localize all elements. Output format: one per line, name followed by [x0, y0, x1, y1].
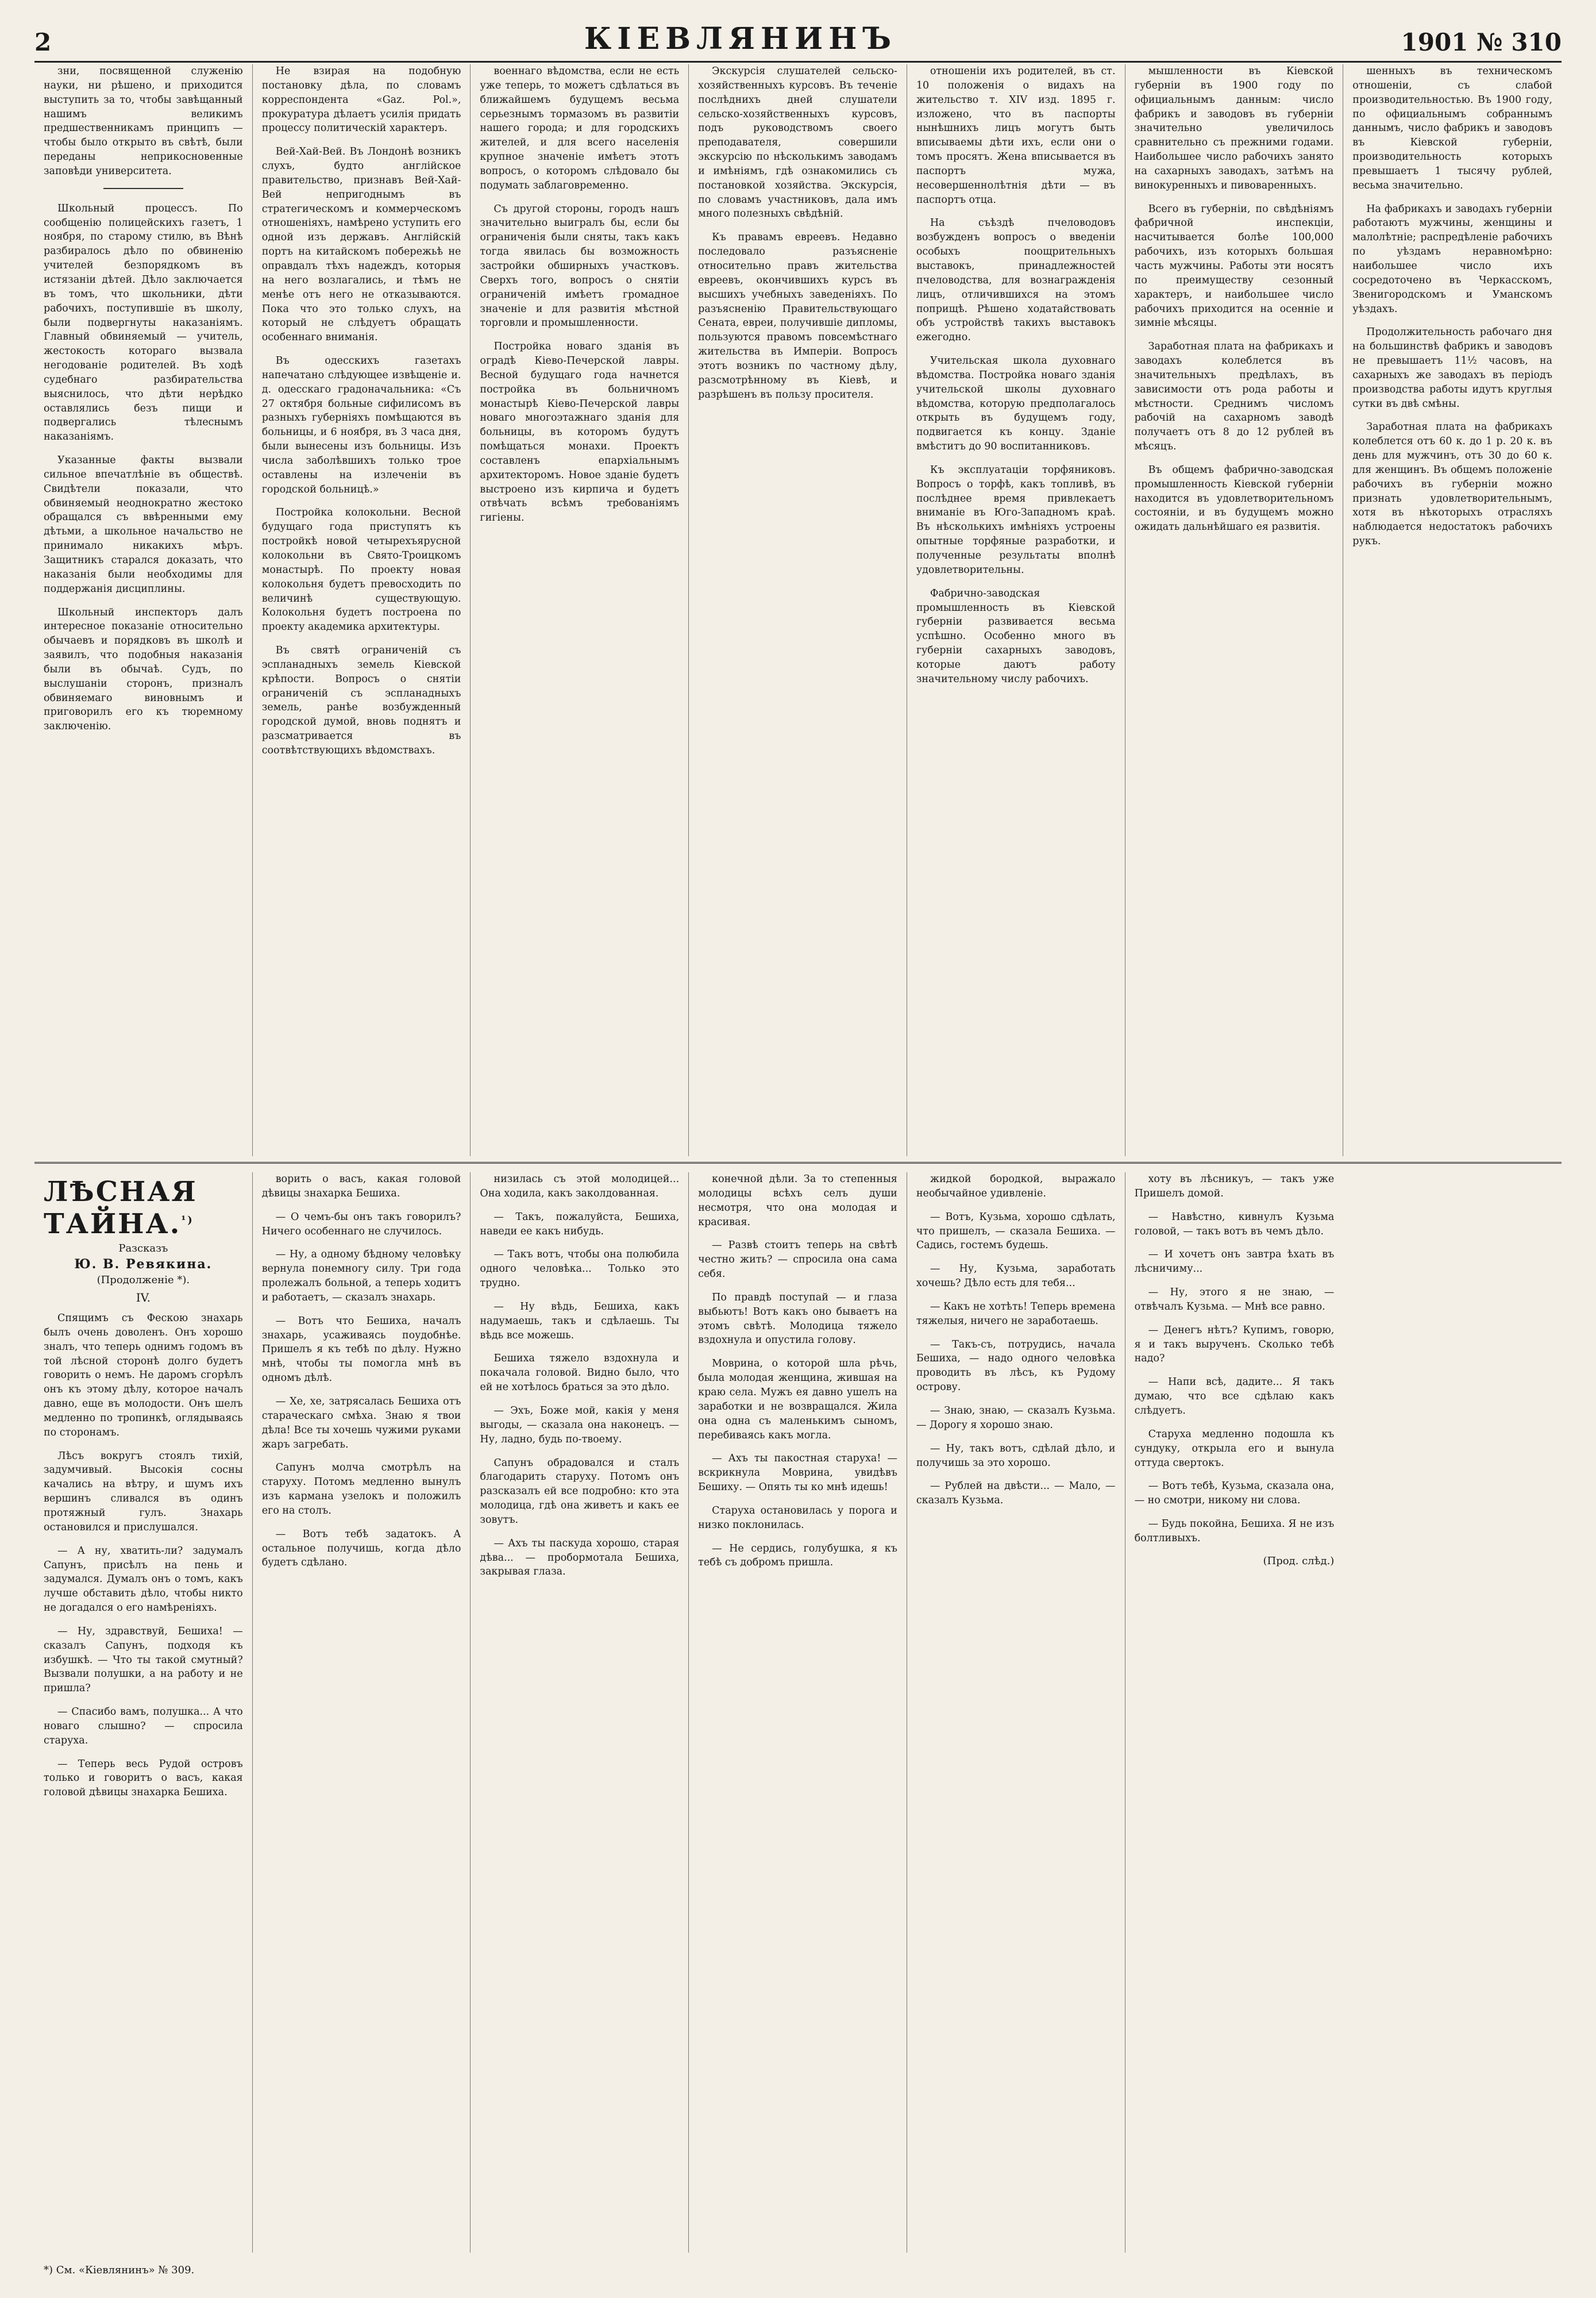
article-paragraph: шенныхъ въ техническомъ отношеніи, съ слабой производительностью. Въ 1900 году, по официальнымъ собраннымъ даннымъ, число фабрикъ и заводовъ въ Кіевской губерніи, производительность которыхъ превышаетъ 1 тысячу рублей, весьма значительно.	[1352, 66, 1552, 191]
news-column-5	[907, 64, 1125, 1156]
story-paragraph: Сапунъ молча смотрѣлъ на старуху. Потомъ медленно вынулъ изъ кармана узелокъ и положилъ его на столъ.	[261, 1462, 461, 1516]
story-paragraph: — Теперь весь Рудой островъ только и говоритъ о васъ, какая головой дѣвицы знахарка Бешиха.	[44, 1758, 243, 1799]
news-column-6	[1125, 64, 1344, 1156]
article-paragraph: военнаго вѣдомства, если не есть уже теперь, то можетъ сдѣлаться въ ближайшемъ будущемъ весьма серьезнымъ тормазомъ въ развитіи нашего города; и для городскихъ жителей, и для всего населенія крупное значеніе имѣетъ этотъ вопросъ, о которомъ слѣдовало бы подумать заблаговременно.	[480, 66, 680, 191]
issue-number: 1901 № 310	[1401, 28, 1562, 56]
article-paragraph: На фабрикахъ и заводахъ губерніи работаютъ мужчины, женщины и малолѣтніе; распредѣленіе рабочихъ по уѣздамъ неравномѣрно: наибольшее число ихъ сосредоточено въ Черкасскомъ, Звенигородскомъ и Уманскомъ уѣздахъ.	[1352, 203, 1552, 315]
story-paragraph: Моврина, о которой шла рѣчь, была молодая женщина, жившая на краю села. Мужъ ея давно ушелъ на заработки и не возвращался. Жила она одна съ маленькимъ сыномъ, перебиваясь какъ могла.	[698, 1358, 897, 1441]
story-paragraph: Сапунъ обрадовался и сталъ благодарить старуху. Потомъ онъ разсказалъ ей все подробно: кто эта молодица, гдѣ она живетъ и какъ ее зовутъ.	[480, 1457, 680, 1526]
story-column-4	[689, 1172, 907, 2253]
story-paragraph: — Вотъ что Бешиха, началъ знахарь, усаживаясь поудобнѣе. Пришелъ я къ тебѣ по дѣлу. Нужно мнѣ, чтобы ты помогла мнѣ въ одномъ дѣлѣ.	[261, 1315, 461, 1384]
story-continuation: (Продолженіе *).	[97, 1274, 190, 1286]
story-paragraph: — Напи всѣ, дадите... Я такъ думаю, что все сдѣлаю какъ слѣдуетъ.	[1134, 1376, 1335, 1416]
article-paragraph: мышленности въ Кіевской губерніи въ 1900 году по официальнымъ данным: число фабрикъ и заводовъ въ губерніи значительно увеличилось сравнительно съ прежними годами. Наибольшее число рабочихъ занято на сахарныхъ заводахъ, затѣмъ на винокуренныхъ и пивоваренныхъ.	[1134, 66, 1334, 191]
feuilleton-divider	[34, 1162, 1562, 1164]
news-column-7	[1343, 64, 1562, 1156]
story-paragraph: — Такъ-съ, потрудись, начала Бешиха, — надо одного человѣка проводить въ лѣсъ, къ Рудому острову.	[916, 1338, 1116, 1394]
article-paragraph: Не взирая на подобную постановку дѣла, по словамъ корреспондента «Gaz. Pol.», прокуратура дѣлаетъ усилія придать процессу политическій характеръ.	[261, 66, 461, 134]
story-column-6	[1125, 1172, 1344, 2253]
story-paragraph: — Спасибо вамъ, полушка... А что новаго слышно? — спросила старуха.	[44, 1706, 243, 1746]
story-paragraph: — О чемъ-бы онъ такъ говорилъ? Ничего особеннаго не случилось.	[261, 1211, 461, 1237]
story-paragraph: — Ахъ ты пакостная старуха! — вскрикнула Моврина, увидѣвъ Бешиху. — Опять ты ко мнѣ идешь!	[698, 1453, 897, 1493]
story-paragraph: — Такъ, пожалуйста, Бешиха, наведи ее какъ нибудь.	[480, 1211, 680, 1237]
story-paragraph: жидкой бородкой, выражало необычайное удивленіе.	[916, 1173, 1116, 1199]
story-column-5	[907, 1172, 1125, 2253]
story-paragraph: — Ну, такъ вотъ, сдѣлай дѣло, и получишь за это хорошо.	[916, 1442, 1116, 1469]
story-paragraph: — Ну, Кузьма, заработать хочешь? Дѣло есть для тебя...	[916, 1263, 1116, 1290]
story-paragraph: По правдѣ поступай — и глаза выбьютъ! Вотъ какъ оно бываетъ на этомъ свѣтѣ. Молодица тяжело вздохнула и опустила голову.	[698, 1291, 897, 1346]
article-paragraph: Въ святѣ ограниченій съ эспланадныхъ земель Кіевской крѣпости. Вопросъ о снятіи ограниченій съ эспланадныхъ земель, ранѣе возбужденный городской думой, вновь поднятъ и разсматривается въ соотвѣтствующихъ вѣдомствахъ.	[261, 645, 461, 756]
article-paragraph: Заработная плата на фабрикахъ и заводахъ колеблется въ значительныхъ предѣлахъ, въ зависимости отъ рода работы и мѣстности. Среднимъ числомъ рабочій на сахарномъ заводѣ получаетъ отъ 8 до 12 рублей въ мѣсяцъ.	[1134, 341, 1334, 453]
newspaper-title: КІЕВЛЯНИНЪ	[584, 21, 897, 56]
story-paragraph: — Хе, хе, затрясалась Бешиха отъ стараческаго смѣха. Знаю я твои дѣла! Все ты хочешь чужими руками жаръ загребать.	[261, 1395, 461, 1450]
news-column-2	[253, 64, 471, 1156]
news-column-1	[34, 64, 253, 1156]
story-title-text: ЛѢСНАЯ ТАЙНА.	[44, 1176, 198, 1240]
article-paragraph: Фабрично-заводская промышленность въ Кіевской губерніи развивается весьма успѣшно. Особенно много въ губерніи сахарныхъ заводовъ, которые даютъ работу значительному числу рабочихъ.	[916, 587, 1116, 685]
page-number: 2	[34, 28, 52, 56]
article-paragraph: зни, посвященной служенію науки, ни рѣшено, и приходится выступить за то, чтобы завѣщанный нашимъ великимъ предшественникамъ принципъ — чтобы было открыто въ свѣтѣ, были переданы неприкосновенные заповѣди университета.	[44, 66, 243, 177]
article-paragraph: Школьный процессъ. По сообщенію полицейскихъ газетъ, 1 ноября, по старому стилю, въ Вѣнѣ разбиралось дѣло по обвиненію учителей безпорядкомъ въ истязаніи дѣтей. Дѣло заключается въ томъ, что школьники, дѣти рабочихъ, поступившіе въ школу, были подвергнуты наказаніямъ. Главный обвиняемый — учитель, жестокость котораго вызвала негодованіе родителей. Въ ходѣ судебнаго разбирательства выяснилось, что дѣти нерѣдко оставлялись безъ пищи и подвергались тѣлеснымъ наказаніямъ.	[44, 202, 243, 443]
story-paragraph: — Вотъ тебѣ задатокъ. А остальное получишь, когда дѣло будетъ сдѣлано.	[261, 1528, 461, 1569]
article-paragraph: Къ правамъ евреевъ. Недавно последовало разъясненіе относительно правъ жительства евреевъ, окончившихъ курсъ въ высшихъ учебныхъ заведеніяхъ. По разъясненію Правительствующаго Сената, евреи, получившіе дипломы, пользуются правомъ повсемѣстнаго жительства въ Имперіи. Вопросъ этотъ возникъ по частному дѣлу, разсмотрѣнному въ Кіевѣ, и разрѣшенъ въ пользу просителя.	[698, 232, 897, 401]
story-paragraph: — Не сердись, голубушка, я къ тебѣ съ добромъ пришла.	[698, 1542, 897, 1569]
story-paragraph: ворить о васъ, какая головой дѣвицы знахарка Бешиха.	[261, 1173, 461, 1199]
story-paragraph: — Такъ вотъ, чтобы она полюбила одного человѣка... Только это трудно.	[480, 1249, 680, 1290]
story-paragraph: — Вотъ, Кузьма, хорошо сдѣлать, что пришелъ, — сказала Бешиха. — Садись, гостемъ будешь.	[916, 1211, 1116, 1252]
story-paragraph: конечной дѣли. За то степенныя молодицы всѣхъ селъ души несмотря, что она молодая и красивая.	[698, 1173, 897, 1228]
story-paragraph: — Навѣстно, кивнулъ Кузьма головой, — такъ вотъ въ чемъ дѣло.	[1134, 1211, 1335, 1237]
story-paragraph: Спящимъ съ Фескою знахарь былъ очень доволенъ. Онъ хорошо зналъ, что теперь однимъ годомъ въ той лѣсной сторонѣ долго будетъ говорить о немъ. Не даромъ сгорѣлъ онъ къ этому дѣлу, которое началъ давно, еще въ молодости. Онъ шелъ медленно по тропинкѣ, оглядываясь по сторонамъ.	[44, 1312, 243, 1438]
story-paragraph: Старуха медленно подошла къ сундуку, открыла его и вынула оттуда свертокъ.	[1134, 1428, 1335, 1469]
article-paragraph: Всего въ губерніи, по свѣдѣніямъ фабричной инспекціи, насчитывается болѣе 100,000 рабочихъ, изъ которыхъ большая часть мужчины. Работы эти носятъ по преимуществу сезонный характеръ, и наибольшее число рабочихъ приходится на осенніе и зимніе мѣсяцы.	[1134, 203, 1334, 329]
story-paragraph: — Денегъ нѣтъ? Купимъ, говорю, я и такъ вырученъ. Сколько тебѣ надо?	[1134, 1324, 1335, 1365]
article-paragraph: Указанные факты вызвали сильное впечатлѣніе въ обществѣ. Свидѣтели показали, что обвиняемый неоднократно жестоко обращался съ ввѣренными ему дѣтьми, а школьное начальство не принимало никакихъ мѣръ. Защитникъ старался доказать, что наказанія были необходимы для поддержанія дисциплины.	[44, 455, 243, 595]
story-paragraph: — Рублей на двѣсти... — Мало, — сказалъ Кузьма.	[916, 1480, 1116, 1507]
story-title-note: ¹)	[181, 1214, 194, 1226]
article-paragraph: Экскурсія слушателей сельско-хозяйственныхъ курсовъ. Въ теченіе послѣднихъ дней слушатели сельско-хозяйственныхъ курсовъ, подъ руководствомъ своего преподавателя, совершили экскурсію по нѣсколькимъ заводамъ и имѣніямъ, гдѣ ознакомились съ постановкой хозяйства. Экскурсія, по словамъ участниковъ, дала имъ много полезныхъ свѣдѣній.	[698, 66, 897, 220]
page-header	[34, 16, 1562, 63]
story-author: Ю. В. Ревякина.	[74, 1257, 213, 1272]
story-column-3	[471, 1172, 689, 2253]
story-paragraph: — И хочетъ онъ завтра ѣхать въ лѣсничиму...	[1134, 1249, 1335, 1275]
article-paragraph: Въ общемъ фабрично-заводская промышленность Кіевской губерніи находится въ удовлетворительномъ состояніи, и въ будущемъ можно ожидать дальнѣйшаго ея развитія.	[1134, 464, 1334, 533]
story-paragraph: — Знаю, знаю, — сказалъ Кузьма. — Дорогу я хорошо знаю.	[916, 1404, 1116, 1431]
article-paragraph: Постройка новаго зданія въ оградѣ Кіево-Печерской лавры. Весной будущаго года начнется постройка въ больничномъ монастырѣ Кіево-Печерской лавры новаго многоэтажнаго зданія для больницы, въ которомъ будутъ помѣщаться монахи. Проектъ составленъ епархіальнымъ архитекторомъ. Новое зданіе будетъ выстроено изъ кирпича и будетъ отвѣчать всѣмъ требованіямъ гигіены.	[480, 341, 680, 524]
article-paragraph: Заработная плата на фабрикахъ колеблется отъ 60 к. до 1 р. 20 к. въ день для мужчинъ, отъ 30 до 60 к. для женщинъ. Въ общемъ положеніе рабочихъ въ губерніи можно признать удовлетворительнымъ, хотя въ нѣкоторыхъ отрасляхъ наблюдается недостатокъ рабочихъ рукъ.	[1352, 421, 1552, 548]
footnote: *) См. «Кіевлянинъ» № 309.	[44, 2264, 195, 2276]
article-paragraph: На съѣздѣ пчеловодовъ возбужденъ вопросъ о введеніи особыхъ поощрительныхъ выставокъ, принадлежностей пчеловодства, для вознагражденія лицъ, отличившихся на этомъ поприщѣ. Рѣшено ходатайствовать объ устройствѣ такихъ выставокъ ежегодно.	[916, 217, 1116, 344]
news-column-4	[689, 64, 907, 1156]
story-paragraph: — Будь покойна, Бешиха. Я не изъ болтливыхъ.	[1134, 1518, 1335, 1544]
article-paragraph: Къ эксплуатаціи торфяниковъ. Вопросъ о торфѣ, какъ топливѣ, въ послѣднее время привлекаетъ вниманіе въ Юго-Западномъ краѣ. Въ нѣсколькихъ имѣніяхъ устроены опытные торфяные разработки, и полученные результаты вполнѣ удовлетворительны.	[916, 464, 1116, 576]
news-column-3	[471, 64, 689, 1156]
section-rule	[103, 188, 183, 189]
article-paragraph: Въ одесскихъ газетахъ напечатано слѣдующее извѣщеніе и. д. одесскаго градоначальника: «Съ 27 октября больные сифилисомъ въ разныхъ губерніяхъ помѣщаются въ больницы, и 6 ноября, въ 3 часа дня, были вынесены изъ больницы. Изъ числа заболѣвшихъ только трое оставлены на излеченіи въ городской больницѣ.»	[261, 355, 461, 495]
story-paragraph: — Ахъ ты паскуда хорошо, старая дѣва... — пробормотала Бешиха, закрывая глаза.	[480, 1537, 680, 1578]
story-genre: Разсказъ	[118, 1242, 168, 1254]
story-paragraph: Лѣсъ вокругъ стоялъ тихій, задумчивый. Высокія сосны качались на вѣтру, и шумъ ихъ вершинъ сливался въ одинъ протяжный гулъ. Знахарь остановился и прислушался.	[44, 1450, 243, 1533]
story-paragraph: — Развѣ стоитъ теперь на свѣтѣ честно жить? — спросила она сама себя.	[698, 1240, 897, 1280]
article-paragraph: Продолжительность рабочаго дня на большинствѣ фабрикъ и заводовъ не превышаетъ 11½ часовъ, на сахарныхъ же заводахъ въ періодъ производства работы идутъ круглыя сутки въ двѣ смѣны.	[1352, 326, 1552, 410]
story-column-1	[34, 1172, 253, 2253]
to-be-continued: (Прод. слѣд.)	[1263, 1554, 1335, 1567]
story-paragraph: — Эхъ, Боже мой, какія у меня выгоды, — сказала она наконецъ. — Ну, ладно, будь по-твоему.	[480, 1404, 680, 1445]
story-column-2	[253, 1172, 471, 2253]
article-paragraph: Постройка колокольни. Весной будущаго года приступятъ къ постройкѣ новой четырехъярусной колокольни въ Свято-Троицкомъ монастырѣ. По проекту новая колокольня будетъ превосходить по величинѣ существующую. Колокольня будетъ построена по проекту академика архитектуры.	[261, 507, 461, 633]
story-paragraph: — Какъ не хотѣть! Теперь времена тяжелыя, ничего не заработаешь.	[916, 1300, 1116, 1327]
story-paragraph: Бешиха тяжело вздохнула и покачала головой. Видно было, что ей не хотѣлось браться за это дѣло.	[480, 1353, 680, 1394]
story-chapter: IV.	[136, 1291, 151, 1304]
article-paragraph: Вей-Хай-Вей. Въ Лондонѣ возникъ слухъ, будто англійское правительство, признавъ Вей-Хай-Вей непригоднымъ въ стратегическомъ и коммерческомъ отношеніяхъ, намѣрено уступить его одной изъ державъ. Англійскій портъ на китайскомъ побережьѣ не оправдалъ тѣхъ надеждъ, которыя на него возлагались, и тѣмъ не менѣе отъ него не отказываются. Пока что это только слухъ, на который не слѣдуетъ обращать особеннаго вниманія.	[261, 146, 461, 344]
story-paragraph: — Ну, а одному бѣдному человѣку вернула понемногу силу. Три года пролежалъ больной, а теперь ходитъ и работаетъ, — сказалъ знахарь.	[261, 1249, 461, 1303]
article-paragraph: отношеніи ихъ родителей, въ ст. 10 положенія о видахъ на жительство т. XIV изд. 1895 г. изложено, что въ паспорты нынѣшнихъ лицъ могутъ быть вписываемы дѣти ихъ, если они о томъ просятъ. Жена вписывается въ паспортъ мужа, несовершеннолѣтнія дѣти — въ паспортъ отца.	[916, 66, 1116, 206]
story-paragraph: хоту въ лѣсникуъ, — такъ уже Пришелъ домой.	[1134, 1173, 1335, 1199]
story-paragraph: — Ну, здравствуй, Бешиха! — сказалъ Сапунъ, подходя къ избушкѣ. — Что ты такой смутный? Вызвали полушки, а на работу и не пришла?	[44, 1625, 243, 1695]
article-paragraph: Учительская школа духовнаго вѣдомства. Постройка новаго зданія учительской школы духовнаго вѣдомства, которую предполагалось открыть въ будущемъ году, подвигается къ концу. Зданіе вмѣститъ до 90 воспитанниковъ.	[916, 355, 1116, 453]
news-columns	[34, 64, 1562, 1156]
story-paragraph: Старуха остановилась у порога и низко поклонилась.	[698, 1504, 897, 1531]
story-title	[44, 1176, 243, 1240]
article-paragraph: Съ другой стороны, городъ нашъ значительно выигралъ бы, если бы ограниченія были сняты, такъ какъ тогда явилась бы возможность застройки обширныхъ участковъ. Сверхъ того, вопросъ о снятіи ограниченій имѣетъ громадное значеніе и для развитія мѣстной торговли и промышленности.	[480, 203, 680, 329]
story-paragraph: — А ну, хватить-ли? задумалъ Сапунъ, присѣлъ на пень и задумался. Думалъ онъ о томъ, какъ лучше обставить дѣло, чтобы никто не догадался о его намѣреніяхъ.	[44, 1545, 243, 1614]
story-paragraph: — Вотъ тебѣ, Кузьма, сказала она, — но смотри, никому ни слова.	[1134, 1480, 1335, 1507]
article-paragraph: Школьный инспекторъ далъ интересное показаніе относительно обычаевъ и порядковъ въ школѣ и заявилъ, что подобныя наказанія были въ обычаѣ. Судъ, по выслушаніи сторонъ, призналъ обвиняемаго виновнымъ и приговорилъ его къ тюремному заключенію.	[44, 606, 243, 733]
feuilleton	[34, 1172, 1562, 2253]
story-paragraph: — Ну вѣдь, Бешиха, какъ надумаешь, такъ и сдѣлаешь. Ты вѣдь все можешь.	[480, 1300, 680, 1341]
story-paragraph: — Ну, этого я не знаю, — отвѣчалъ Кузьма. — Мнѣ все равно.	[1134, 1287, 1335, 1312]
story-paragraph: низилась съ этой молодицей... Она ходила, какъ заколдованная.	[480, 1173, 680, 1199]
